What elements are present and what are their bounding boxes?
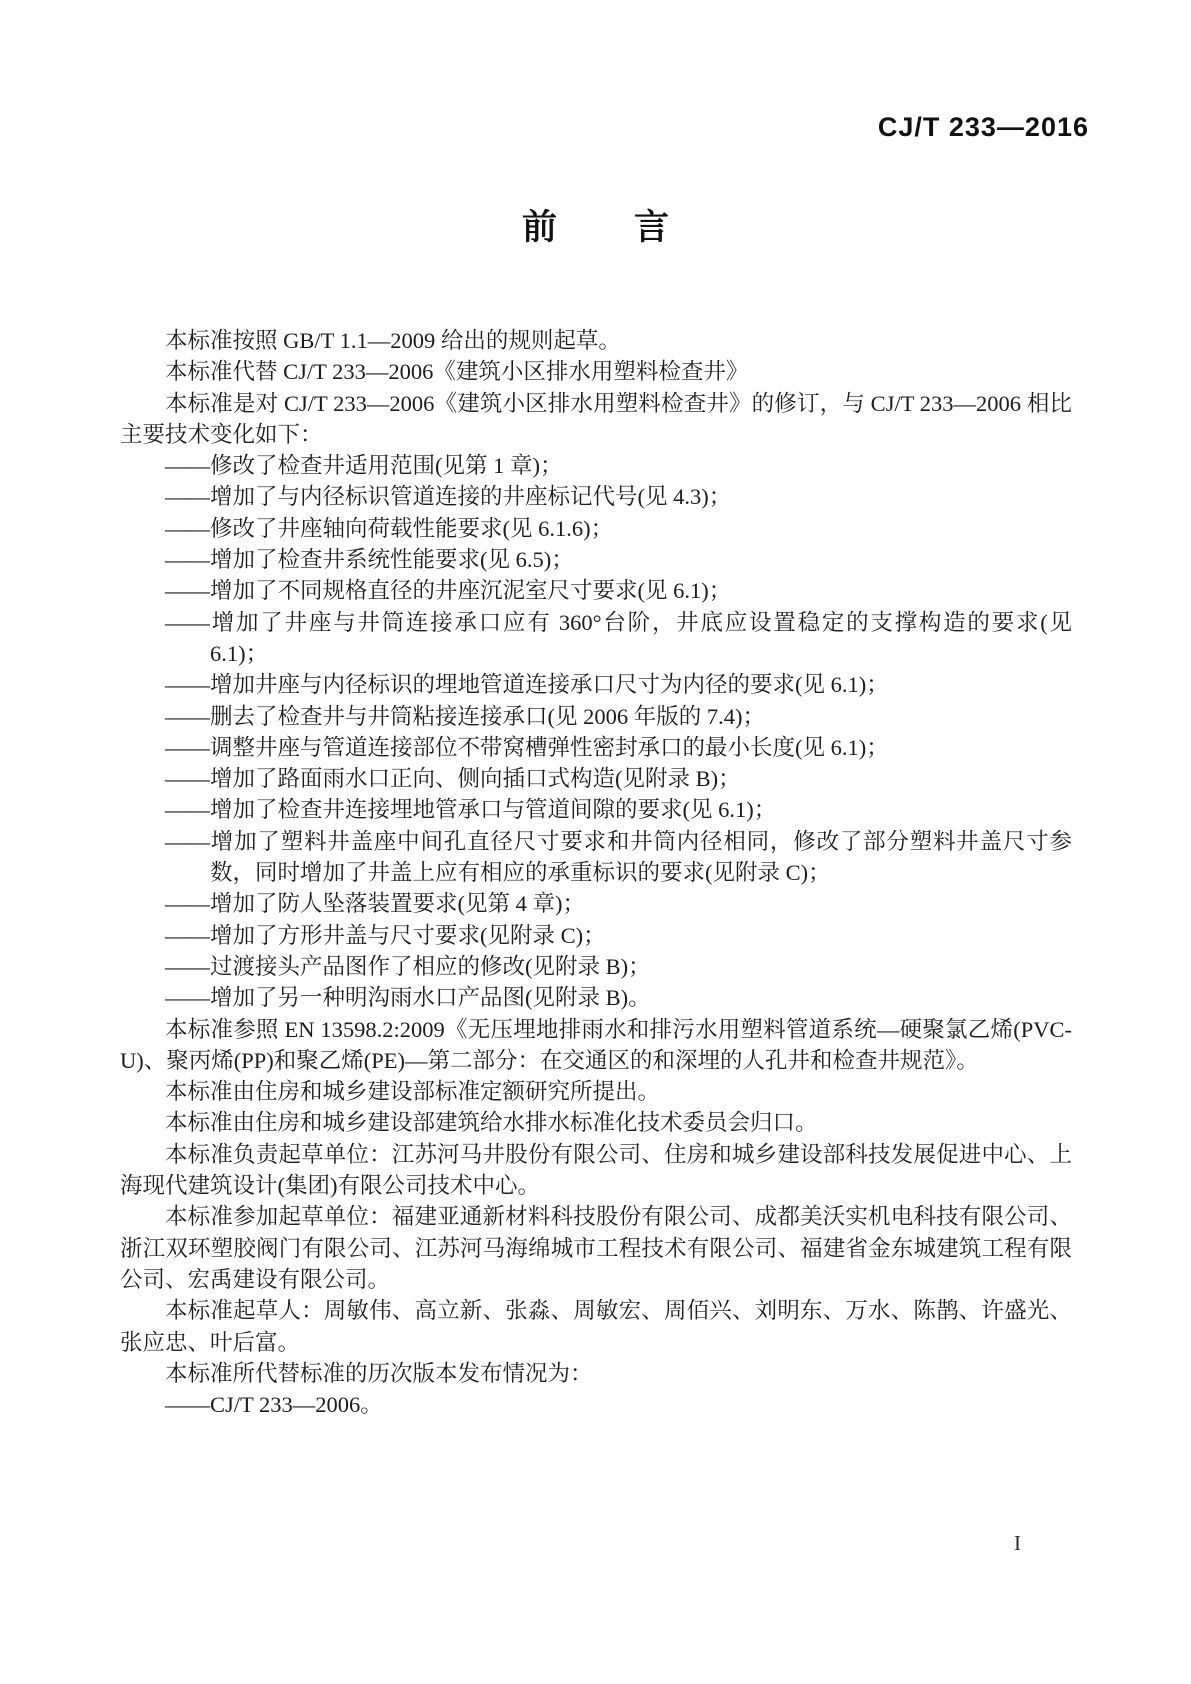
paragraph-participating-units: 本标准参加起草单位：福建亚通新材料科技股份有限公司、成都美沃实机电科技有限公司、浙江双环塑胶阀门有限公司、江苏河马海绵城市工程技术有限公司、福建省金东城建筑工程有限公司、宏禹建设有限公司。 bbox=[120, 1204, 1072, 1292]
technical-change-item: ——增加了井座与井筒连接承口应有 360°台阶，井底应设置稳定的支撑构造的要求(见 6.1)； bbox=[165, 609, 1072, 666]
technical-change-item: ——增加了防人坠落装置要求(见第 4 章)； bbox=[165, 891, 585, 917]
technical-change-item: ——调整井座与管道连接部位不带窝槽弹性密封承口的最小长度(见 6.1)； bbox=[165, 734, 889, 760]
history-version-item: ——CJ/T 233—2006。 bbox=[165, 1392, 383, 1418]
standard-code-header: CJ/T 233—2016 bbox=[877, 112, 1089, 142]
foreword-body bbox=[120, 325, 1072, 1420]
page-number: I bbox=[1014, 1531, 1021, 1555]
paragraph-revision-intro: 本标准是对 CJ/T 233—2006《建筑小区排水用塑料检查井》的修订，与 CJ/T 233—2006 相比主要技术变化如下： bbox=[120, 390, 1072, 447]
foreword-title-text: 前言 bbox=[521, 208, 746, 247]
history-versions-list bbox=[120, 1389, 1072, 1420]
paragraph-history-intro: 本标准所代替标准的历次版本发布情况为： bbox=[165, 1360, 593, 1386]
paragraph-drafters: 本标准起草人：周敏伟、高立新、张淼、周敏宏、周佰兴、刘明东、万水、陈鹊、许盛光、张应忠、叶后富。 bbox=[120, 1298, 1072, 1355]
foreword-title bbox=[0, 200, 1191, 250]
technical-changes-list bbox=[120, 450, 1072, 1013]
technical-change-item: ——增加了检查井系统性能要求(见 6.5)； bbox=[165, 547, 574, 573]
technical-change-item: ——增加了塑料井盖座中间孔直径尺寸要求和井筒内径相同，修改了部分塑料井盖尺寸参数，同时增加了井盖上应有相应的承重标识的要求(见附录 C)； bbox=[165, 828, 1072, 886]
technical-change-item: ——修改了井座轴向荷载性能要求(见 6.1.6)； bbox=[165, 515, 614, 541]
technical-change-item: ——增加了方形井盖与尺寸要求(见附录 C)； bbox=[165, 922, 606, 948]
technical-change-item: ——增加井座与内径标识的埋地管道连接承口尺寸为内径的要求(见 6.1)； bbox=[165, 672, 889, 698]
technical-change-item: ——增加了路面雨水口正向、侧向插口式构造(见附录 B)； bbox=[165, 766, 741, 792]
technical-change-item: ——过渡接头产品图作了相应的修改(见附录 B)； bbox=[165, 953, 651, 979]
technical-change-item: ——增加了与内径标识管道连接的井座标记代号(见 4.3)； bbox=[165, 484, 732, 510]
technical-change-item: ——增加了不同规格直径的井座沉泥室尺寸要求(见 6.1)； bbox=[165, 578, 732, 604]
paragraph-chief-drafting-units: 本标准负责起草单位：江苏河马井股份有限公司、住房和城乡建设部科技发展促进中心、上海现代建筑设计(集团)有限公司技术中心。 bbox=[120, 1141, 1072, 1199]
technical-change-item: ——增加了检查井连接埋地管承口与管道间隙的要求(见 6.1)； bbox=[165, 797, 777, 823]
paragraph-reference-standard: 本标准参照 EN 13598.2:2009《无压埋地排雨水和排污水用塑料管道系统—硬聚氯乙烯(PVC-U)、聚丙烯(PP)和聚乙烯(PE)—第二部分：在交通区的和深埋的人孔井和检查井规范》。 bbox=[120, 1016, 1072, 1073]
paragraph-proposed-by: 本标准由住房和城乡建设部标准定额研究所提出。 bbox=[165, 1079, 661, 1105]
technical-change-item: ——增加了另一种明沟雨水口产品图(见附录 B)。 bbox=[165, 985, 651, 1011]
technical-change-item: ——删去了检查井与井筒粘接连接承口(见 2006 年版的 7.4)； bbox=[165, 703, 765, 729]
paragraph-replaces: 本标准代替 CJ/T 233—2006《建筑小区排水用塑料检查井》 bbox=[165, 359, 749, 385]
paragraph-centralized-by: 本标准由住房和城乡建设部建筑给水排水标准化技术委员会归口。 bbox=[165, 1110, 818, 1136]
technical-change-item: ——修改了检查井适用范围(见第 1 章)； bbox=[165, 453, 563, 479]
paragraph-drafting-rule: 本标准按照 GB/T 1.1—2009 给出的规则起草。 bbox=[165, 328, 621, 353]
